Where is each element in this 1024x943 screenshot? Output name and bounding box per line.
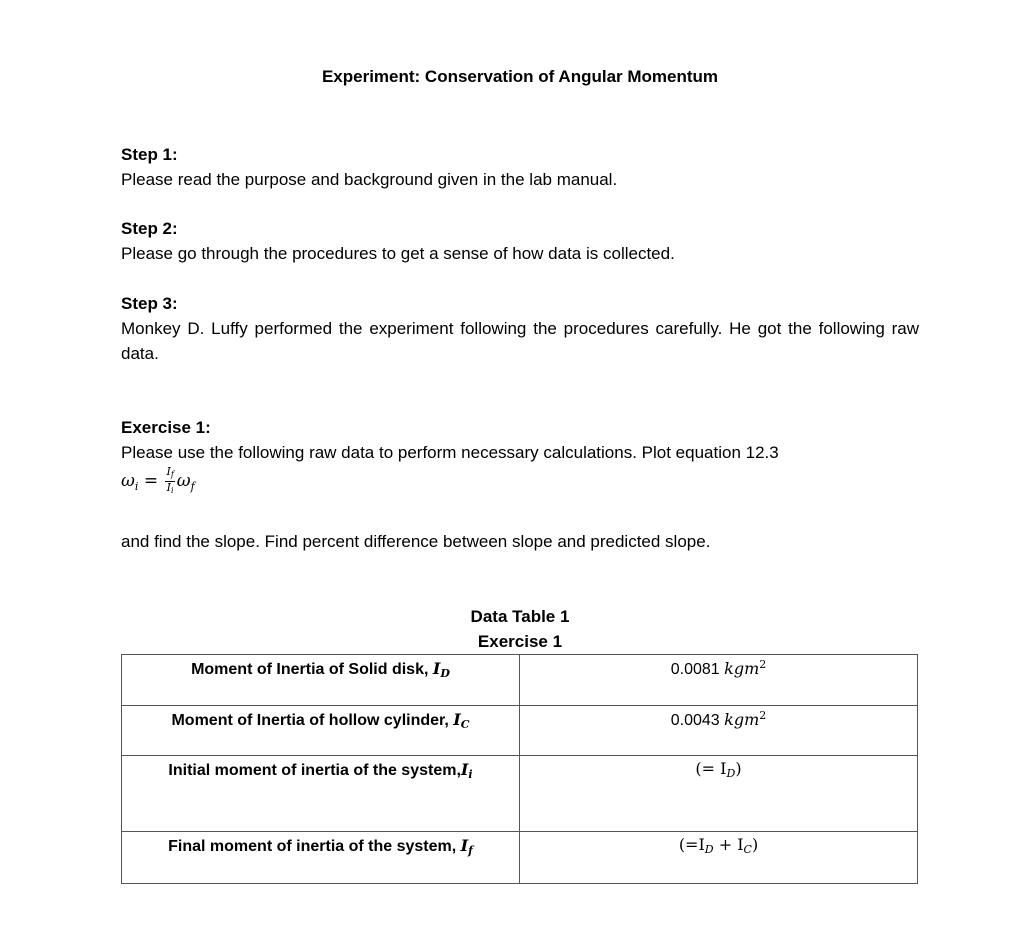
row-value-hollow-cylinder <box>520 706 918 756</box>
numerator-sub: f <box>170 470 174 479</box>
equation-12-3 <box>121 466 195 506</box>
row-value-final-inertia <box>520 832 918 884</box>
omega-final: ω <box>176 471 191 491</box>
value-expression: (= $I_D$) <box>695 759 742 780</box>
step-3-heading: Step 3: <box>121 294 178 313</box>
label-text: Moment of Inertia of hollow cylinder, <box>171 712 454 729</box>
step-3 <box>121 291 919 366</box>
label-symbol: $I_i$ <box>460 760 473 781</box>
step-2-heading: Step 2: <box>121 219 178 238</box>
table-row <box>122 655 918 706</box>
table-row <box>122 706 918 756</box>
denominator-sub: i <box>171 486 174 495</box>
numerator-symbol: I <box>166 465 171 478</box>
label-symbol: $I_C$ <box>453 710 470 731</box>
value-expression: $(=I_D + I_C)$ <box>678 835 759 856</box>
step-3-text: Monkey D. Luffy performed the experiment following the procedures carefully. He got the following raw data. <box>121 319 919 363</box>
value-number: 0.0043 <box>670 712 725 729</box>
inertia-ratio <box>165 466 174 497</box>
exercise-1-followup <box>121 529 919 554</box>
row-label-final-inertia <box>122 832 520 884</box>
row-label-solid-disk <box>122 655 520 706</box>
exercise-1-text: Please use the following raw data to perform necessary calculations. Plot equation 12.3 <box>121 443 779 462</box>
exercise-1-followup-text: and find the slope. Find percent difference between slope and predicted slope. <box>121 532 711 551</box>
row-label-hollow-cylinder <box>122 706 520 756</box>
row-value-solid-disk <box>520 655 918 706</box>
inertia-ratio-numerator <box>165 466 174 482</box>
omega-initial-sub: i <box>134 480 139 493</box>
table-caption-subtitle: Exercise 1 <box>477 632 563 651</box>
step-1-heading: Step 1: <box>121 145 178 164</box>
table-row <box>122 832 918 884</box>
value-unit: kgm$^2$ <box>724 709 767 729</box>
label-symbol: $I_f$ <box>460 836 473 857</box>
value-number: 0.0081 <box>670 661 725 678</box>
omega-final-sub: f <box>190 480 195 493</box>
label-text: Final moment of inertia of the system, <box>168 838 461 855</box>
row-value-initial-inertia <box>520 756 918 832</box>
step-2 <box>121 216 919 266</box>
value-unit: kgm$^2$ <box>724 658 767 678</box>
step-1-text: Please read the purpose and background given in the lab manual. <box>121 170 618 189</box>
exercise-1 <box>121 415 919 465</box>
exercise-1-heading: Exercise 1: <box>121 418 211 437</box>
step-2-text: Please go through the procedures to get a sense of how data is collected. <box>121 244 675 263</box>
data-table-1 <box>121 654 918 884</box>
label-text: Moment of Inertia of Solid disk, <box>191 661 433 678</box>
row-label-initial-inertia <box>122 756 520 832</box>
equals-sign: = <box>143 471 159 491</box>
label-symbol: $I_D$ <box>432 659 450 680</box>
label-text: Initial moment of inertia of the system, <box>168 762 461 779</box>
page-title: Experiment: Conservation of Angular Momentum <box>321 67 719 86</box>
inertia-ratio-denominator <box>165 482 174 497</box>
table-caption-title: Data Table 1 <box>470 607 570 626</box>
omega-initial: ω <box>121 471 135 491</box>
table-row <box>122 756 918 832</box>
denominator-symbol: I <box>166 481 172 494</box>
step-1 <box>121 142 919 192</box>
